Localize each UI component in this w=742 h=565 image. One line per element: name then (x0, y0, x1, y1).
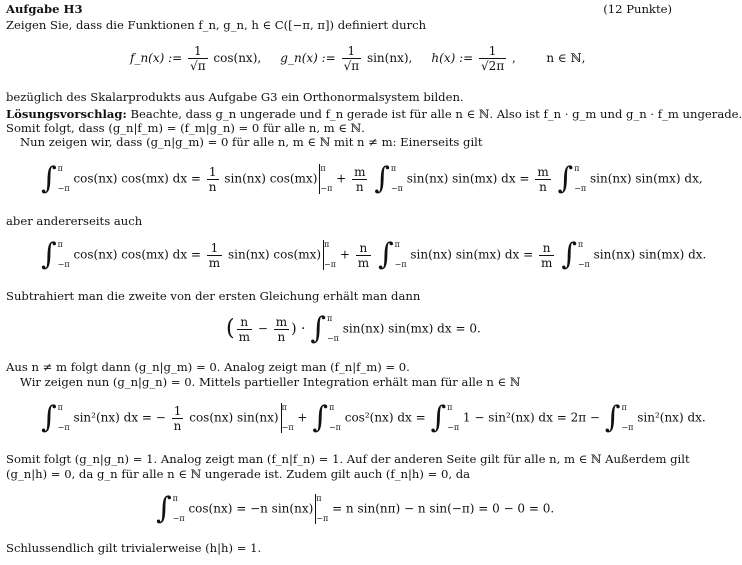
integral-sign: ∫ (374, 161, 390, 196)
eq3-open-paren: ( (226, 316, 235, 341)
integral-sign: ∫ (377, 237, 394, 272)
wir-line: Wir zeigen nun (g_n|g_n) = 0. Mittels partieller Integration erhält man für alle n ∈ ℕ (20, 375, 521, 389)
gn-def-left: g_n(x) := (280, 51, 336, 65)
eq1-fraction-1: $\frac{1}{n}$ (208, 164, 217, 194)
eq5-part-b: = n sin(nπ) − n sin(−π) = 0 − 0 = 0. (332, 501, 555, 516)
equation-4 (40, 400, 706, 435)
eq5-part-a: cos(nx) = −n sin(nx) (188, 501, 314, 516)
eq1-fraction-3: $\frac{m}{n}$ (537, 164, 549, 194)
bar-limits: π −π (281, 403, 294, 432)
eq4-part-b: cos(nx) sin(nx) (189, 410, 279, 425)
eq1-part-d: sin(nx) sin(mx) dx = (406, 171, 530, 186)
eq4-part-d: cos²(nx) dx = (344, 410, 426, 425)
fn-def-left: f_n(x) := (130, 51, 183, 65)
eq3-rest: sin(nx) sin(mx) dx = 0. (342, 321, 481, 336)
integral-limits: π −π (326, 314, 339, 343)
integral-limits: π −π (172, 494, 185, 523)
fn-fraction: $\frac{1}{√\pi}$ (190, 44, 206, 73)
eq4-part-f: sin²(nx) dx. (637, 410, 706, 425)
integral-sign: ∫ (430, 400, 447, 435)
eq1-plus: + (336, 171, 347, 186)
integral-sign: ∫ (41, 161, 57, 196)
gn-fraction: $\frac{1}{√\pi}$ (343, 44, 360, 73)
definitions-equation (130, 44, 585, 73)
bar-limits: π −π (320, 164, 333, 193)
integral-sign: ∫ (312, 400, 328, 435)
integral-sign: ∫ (557, 161, 574, 196)
somit-line-2: Somit folgt (g_n|g_n) = 1. Analog zeigt man (f_n|f_n) = 1. Auf der anderen Seite gilt für alle n, m ∈ ℕ Außerdem gilt (6, 452, 690, 466)
equation-1 (40, 161, 703, 196)
eq2-part-b: sin(nx) cos(mx) (228, 247, 322, 262)
eq4-part-a: sin²(nx) dx = − (73, 410, 166, 425)
equation-3 (226, 311, 481, 346)
h-fraction: $\frac{1}{√2\pi}$ (481, 44, 505, 73)
integral-sign: ∫ (561, 237, 577, 272)
eq3-minus: − (257, 321, 268, 336)
aus-line: Aus n ≠ m folgt dann (g_n|g_m) = 0. Analog zeigt man (f_n|f_m) = 0. (6, 360, 410, 374)
eq4-plus: + (297, 410, 308, 425)
h-def-left: h(x) := (431, 51, 474, 65)
integral-limits: π −π (621, 403, 634, 432)
integral-limits: π −π (57, 240, 70, 269)
eq2-plus: + (339, 247, 350, 262)
aber-line: aber andererseits auch (6, 214, 143, 228)
integral-sign: ∫ (310, 311, 326, 346)
bar-limits: π −π (316, 494, 329, 523)
integral-limits: π −π (57, 164, 70, 193)
eq3-fraction-2: $\frac{m}{n}$ (275, 314, 288, 344)
eq2-part-d: sin(nx) sin(mx) dx = (410, 247, 534, 262)
eq2-fraction-2: $\frac{n}{m}$ (357, 240, 370, 270)
eq1-fraction-2: $\frac{m}{n}$ (354, 164, 366, 194)
intro-text: Zeigen Sie, dass die Funktionen f_n, g_n, h ∈ C([−π, π]) definiert durch (6, 18, 427, 32)
schluss-line: Schlussendlich gilt trivialerweise (h|h) = 1. (6, 541, 262, 555)
eq1-part-b: sin(nx) cos(mx) (224, 171, 318, 186)
eq4-part-e: 1 − sin²(nx) dx = 2π − (462, 410, 600, 425)
somit-line-3: (g_n|h) = 0, da g_n für alle n ∈ ℕ ungerade ist. Zudem gilt auch (f_n|h) = 0, da (6, 467, 471, 481)
integral-limits: π −π (390, 164, 403, 193)
nun-line: Nun zeigen wir, dass (g_n|g_m) = 0 für alle n, m ∈ ℕ mit n ≠ m: Einerseits gilt (20, 135, 483, 149)
fn-def-right: cos(nx), (213, 51, 262, 65)
eq1-part-a: cos(nx) cos(mx) dx = (73, 171, 201, 186)
eq3-close-paren: ) · (291, 321, 306, 337)
solution-label: Lösungsvorschlag: (6, 107, 127, 121)
subtrahiert-line: Subtrahiert man die zweite von der ersten Gleichung erhält man dann (6, 289, 421, 303)
eq2-part-a: cos(nx) cos(mx) dx = (73, 247, 201, 262)
eq2-part-e: sin(nx) sin(mx) dx. (593, 247, 707, 262)
h-def-right: , (512, 51, 516, 65)
eq4-fraction-1: $\frac{1}{n}$ (173, 403, 182, 433)
integral-limits: π −π (57, 403, 70, 432)
integral-sign: ∫ (41, 400, 57, 435)
integral-limits: π −π (394, 240, 407, 269)
eq3-fraction-1: $\frac{n}{m}$ (238, 314, 250, 344)
integral-sign: ∫ (604, 400, 621, 435)
integral-sign: ∫ (41, 237, 57, 272)
somit-line-1: Somit folgt, dass (g_n|f_m) = (f_m|g_n) = 0 für alle n, m ∈ ℕ. (6, 121, 365, 135)
integral-limits: π −π (574, 164, 587, 193)
solution-line (6, 107, 742, 121)
orthonormal-text: bezüglich des Skalarprodukts aus Aufgabe G3 ein Orthonormalsystem bilden. (6, 90, 464, 104)
equation-5 (155, 491, 555, 526)
exercise-points: (12 Punkte) (603, 2, 672, 16)
eq2-fraction-3: $\frac{n}{m}$ (540, 240, 553, 270)
eq1-part-e: sin(nx) sin(mx) dx, (589, 171, 703, 186)
integral-limits: π −π (328, 403, 341, 432)
integral-sign: ∫ (156, 491, 172, 526)
integral-limits: π −π (577, 240, 590, 269)
domain-text: n ∈ ℕ, (546, 51, 586, 65)
equation-2 (40, 237, 707, 272)
integral-limits: π −π (447, 403, 460, 432)
solution-text: Beachte, dass g_n ungerade und f_n gerade ist für alle n ∈ ℕ. Also ist f_n · g_m und g_n · f_m ungerade. (130, 107, 742, 121)
gn-def-right: sin(nx), (366, 51, 413, 65)
eq2-fraction-1: $\frac{1}{m}$ (208, 240, 221, 270)
exercise-title: Aufgabe H3 (6, 2, 83, 16)
bar-limits: π −π (324, 240, 336, 269)
